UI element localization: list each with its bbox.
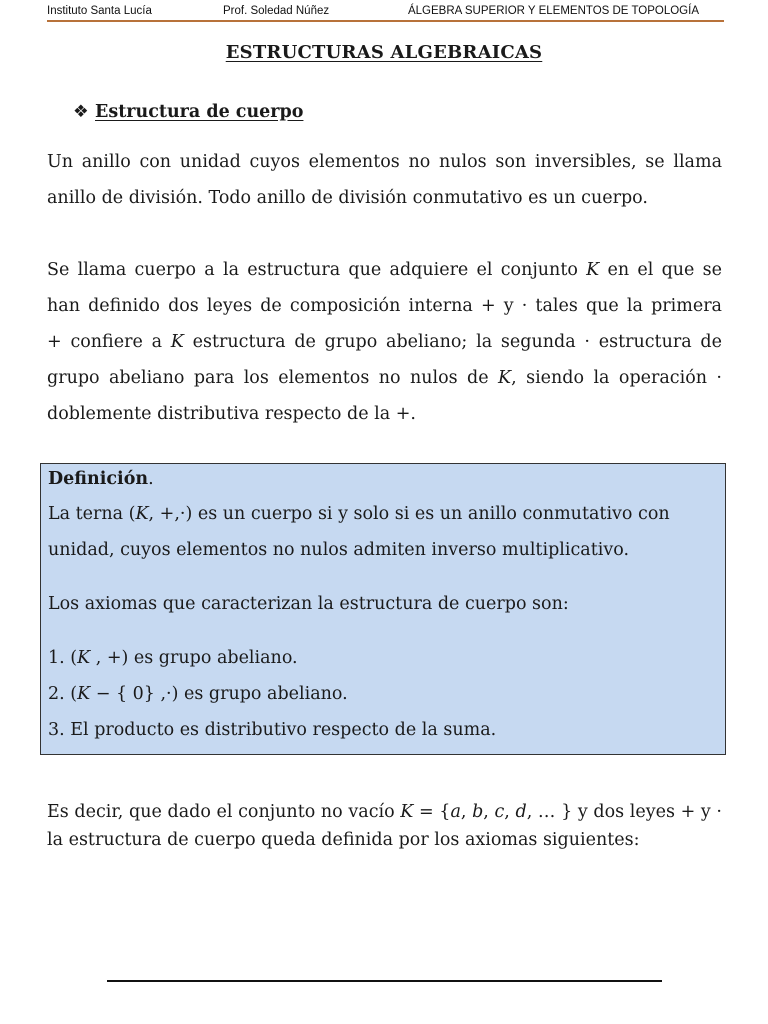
paragraph-line: anillo de división. Todo anillo de división conmutativo es un cuerpo. (47, 188, 648, 208)
section-heading (73, 102, 303, 122)
paragraph-anillo-division (47, 144, 722, 216)
section-heading-text: Estructura de cuerpo (95, 102, 304, 122)
header-rule (47, 20, 724, 22)
paragraph-line: grupo abeliano para los elementos no nulos de 𝐾, siendo la operación · (47, 368, 722, 388)
definition-line: La terna (𝐾, +,·) es un cuerpo si y solo si es un anillo conmutativo con (48, 504, 670, 524)
paragraph-line: han definido dos leyes de composición interna + y · tales que la primera (47, 296, 722, 316)
definition-heading: Definición. (48, 469, 154, 489)
axiom-item: 1. (𝐾 , +) es grupo abeliano. (48, 648, 298, 668)
paragraph-line: Un anillo con unidad cuyos elementos no nulos son inversibles, se llama (47, 152, 722, 172)
header-subject: ÁLGEBRA SUPERIOR Y ELEMENTOS DE TOPOLOGÍA (407, 5, 699, 17)
axiom-item: 3. El producto es distributivo respecto de la suma. (48, 720, 497, 740)
page-title: ESTRUCTURAS ALGEBRAICAS (225, 42, 543, 63)
definition-box (40, 463, 726, 755)
axiom-item: 2. (𝐾 − { 0} ,·) es grupo abeliano. (48, 684, 348, 704)
definition-line: unidad, cuyos elementos no nulos admiten inverso multiplicativo. (48, 540, 630, 560)
paragraph-line: Se llama cuerpo a la estructura que adquiere el conjunto 𝐾 en el que se (47, 260, 722, 280)
paragraph-line: la estructura de cuerpo queda definida por los axiomas siguientes: (47, 830, 640, 850)
header-professor: Prof. Soledad Núñez (223, 5, 330, 17)
paragraph-line: doblemente distributiva respecto de la +. (47, 404, 416, 424)
page-header (47, 3, 723, 21)
diamond-bullet-icon: ❖ (73, 102, 89, 122)
definition-axioms-intro: Los axiomas que caracterizan la estructura de cuerpo son: (48, 594, 569, 614)
paragraph-cuerpo-definicion (47, 252, 722, 432)
header-institution: Instituto Santa Lucía (47, 5, 152, 17)
paragraph-conclusion (47, 798, 722, 854)
paragraph-line: + confiere a 𝐾 estructura de grupo abeliano; la segunda · estructura de (47, 332, 722, 352)
paragraph-line: Es decir, que dado el conjunto no vacío 𝐾 = {𝑎, 𝑏, 𝑐, 𝑑, … } y dos leyes + y · (47, 802, 722, 822)
footer-rule (107, 980, 662, 982)
